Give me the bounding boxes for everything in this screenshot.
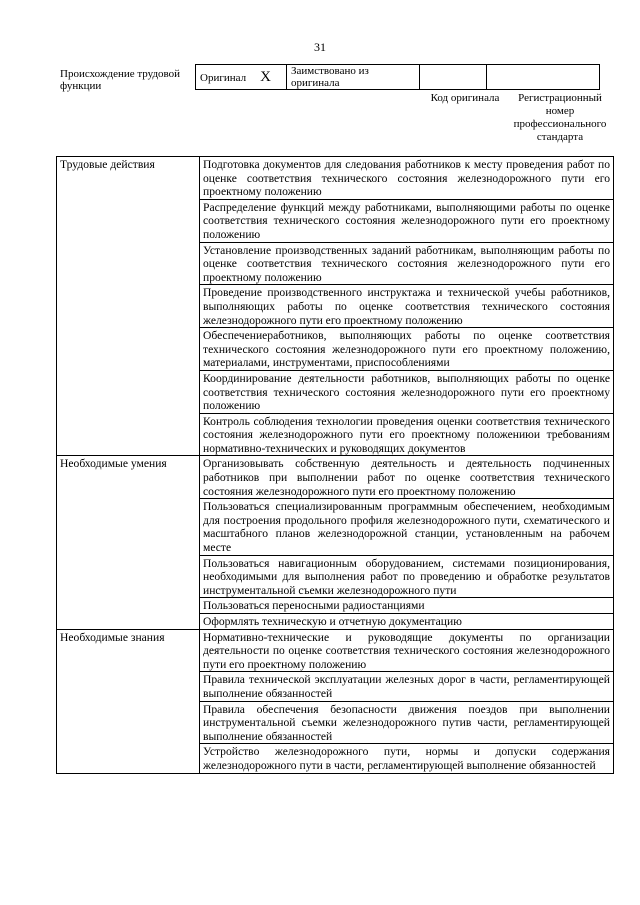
original-label: Оригинал (200, 71, 247, 84)
section-item: Правила обеспечения безопасности движения поездов при выполнении инструментальной съемки железнодорожного путив части, регламентирующей выполнение обязанностей (200, 701, 614, 744)
table-row (57, 456, 614, 499)
section-item: Установление производственных заданий работникам, выполняющим работы по оценке соответствия технического состояния железнодорожного пути его проектному положению (200, 242, 614, 285)
section-item: Правила технической эксплуатации железных дорог в части, регламентирующей выполнение обязанностей (200, 672, 614, 701)
section-item: Пользоваться специализированным программным обеспечением, необходимым для построения продольного профиля железнодорожного пути, схематического и масштабного планов железнодорожной станции, установленным на рабочем месте (200, 499, 614, 555)
code-caption: Код оригинала (430, 92, 500, 104)
registration-number-cell (487, 65, 600, 90)
section-item: Обеспечениеработников, выполняющих работы по оценке соответствия технического состояния железнодорожного пути его проектному положению, материалами, инструментами, приспособлениями (200, 328, 614, 371)
page-number: 31 (314, 40, 326, 54)
origin-label: Происхождение трудовой функции (60, 68, 181, 92)
section-item: Распределение функций между работниками, выполняющими работы по оценке соответствия технического состояния железнодорожного пути его проектному положению (200, 199, 614, 242)
section-item: Оформлять техническую и отчетную документацию (200, 614, 614, 630)
original-cell (196, 65, 287, 90)
section-item: Контроль соблюдения технологии проведения оценки соответствия технического состояния железнодорожного пути его проектному положениюи требованиям нормативно-технических и руководящих документов (200, 413, 614, 456)
section-title: Необходимые умения (57, 456, 200, 629)
section-item: Подготовка документов для следования работников к месту проведения работ по оценке соответствия технического состояния железнодорожного пути его проектному положению (200, 157, 614, 200)
section-title: Трудовые действия (57, 157, 200, 456)
table-row (57, 629, 614, 672)
registration-caption: Регистрационный номер профессионального стандарта (513, 92, 607, 143)
section-item: Устройство железнодорожного пути, нормы и допуски содержания железнодорожного пути в части, регламентирующей выполнение обязанностей (200, 744, 614, 773)
section-item: Нормативно-технические и руководящие документы по организации деятельности по оценке соответствия технического состояния железнодорожного пути его проектному положению (200, 629, 614, 672)
section-title: Необходимые знания (57, 629, 200, 773)
original-code-cell (420, 65, 487, 90)
section-item: Пользоваться переносными радиостанциями (200, 598, 614, 614)
section-item: Координирование деятельности работников, выполняющих работы по оценке соответствия технического состояния железнодорожного пути его проектному положению (200, 370, 614, 413)
borrowed-cell: Заимствовано из оригинала (287, 65, 420, 90)
section-item: Пользоваться навигационным оборудованием, системами позиционирования, необходимыми для выполнения работ по проведению и обработке результатов инструментальной съемки железнодорожного пути (200, 555, 614, 598)
function-table (56, 156, 614, 774)
original-mark: X (260, 68, 271, 85)
section-item: Проведение производственного инструктажа и технической учебы работников, выполняющих работы по оценке соответствия технического состояния железнодорожного пути его проектному положению (200, 285, 614, 328)
origin-table (195, 64, 600, 90)
table-row (57, 157, 614, 200)
section-item: Организовывать собственную деятельность и деятельность подчиненных работников при выполнении работ по оценке соответствия технического состояния железнодорожного пути его проектному положению (200, 456, 614, 499)
